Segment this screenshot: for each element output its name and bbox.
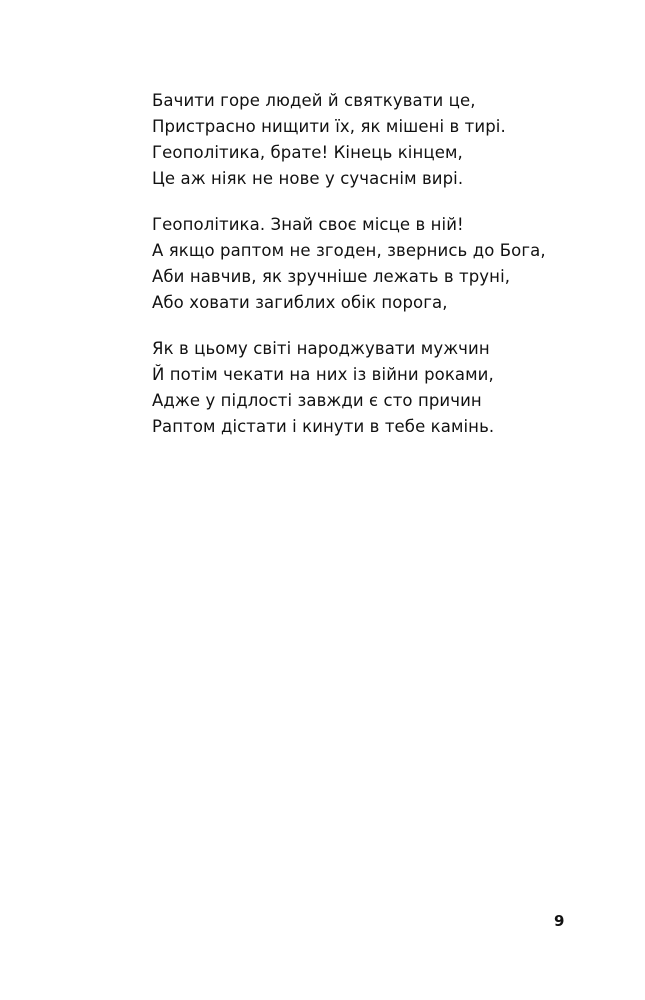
page-number: 9: [554, 912, 565, 930]
poem-line: Раптом дістати і кинути в тебе камінь.: [152, 417, 495, 436]
poem-text: [152, 88, 552, 460]
poem-line: Аби навчив, як зручніше лежать в труні,: [152, 267, 511, 286]
poem-line: Геополітика. Знай своє місце в ній!: [152, 215, 464, 234]
poem-line: Як в цьому світі народжувати мужчин: [152, 339, 490, 358]
poem-line: Бачити горе людей й святкувати це,: [152, 91, 476, 110]
poem-line: А якщо раптом не згоден, звернись до Бога,: [152, 241, 546, 260]
stanza-3: [152, 336, 552, 440]
poem-line: Це аж ніяк не нове у сучаснім вирі.: [152, 169, 464, 188]
poem-line: Пристрасно нищити їх, як мішені в тирі.: [152, 117, 506, 136]
poem-line: Й потім чекати на них із війни роками,: [152, 365, 494, 384]
poem-line: Або ховати загиблих обік порога,: [152, 293, 448, 312]
poem-line: Геополітика, брате! Кінець кінцем,: [152, 143, 463, 162]
poem-line: Адже у підлості завжди є сто причин: [152, 391, 482, 410]
stanza-2: [152, 212, 552, 316]
stanza-1: [152, 88, 552, 192]
